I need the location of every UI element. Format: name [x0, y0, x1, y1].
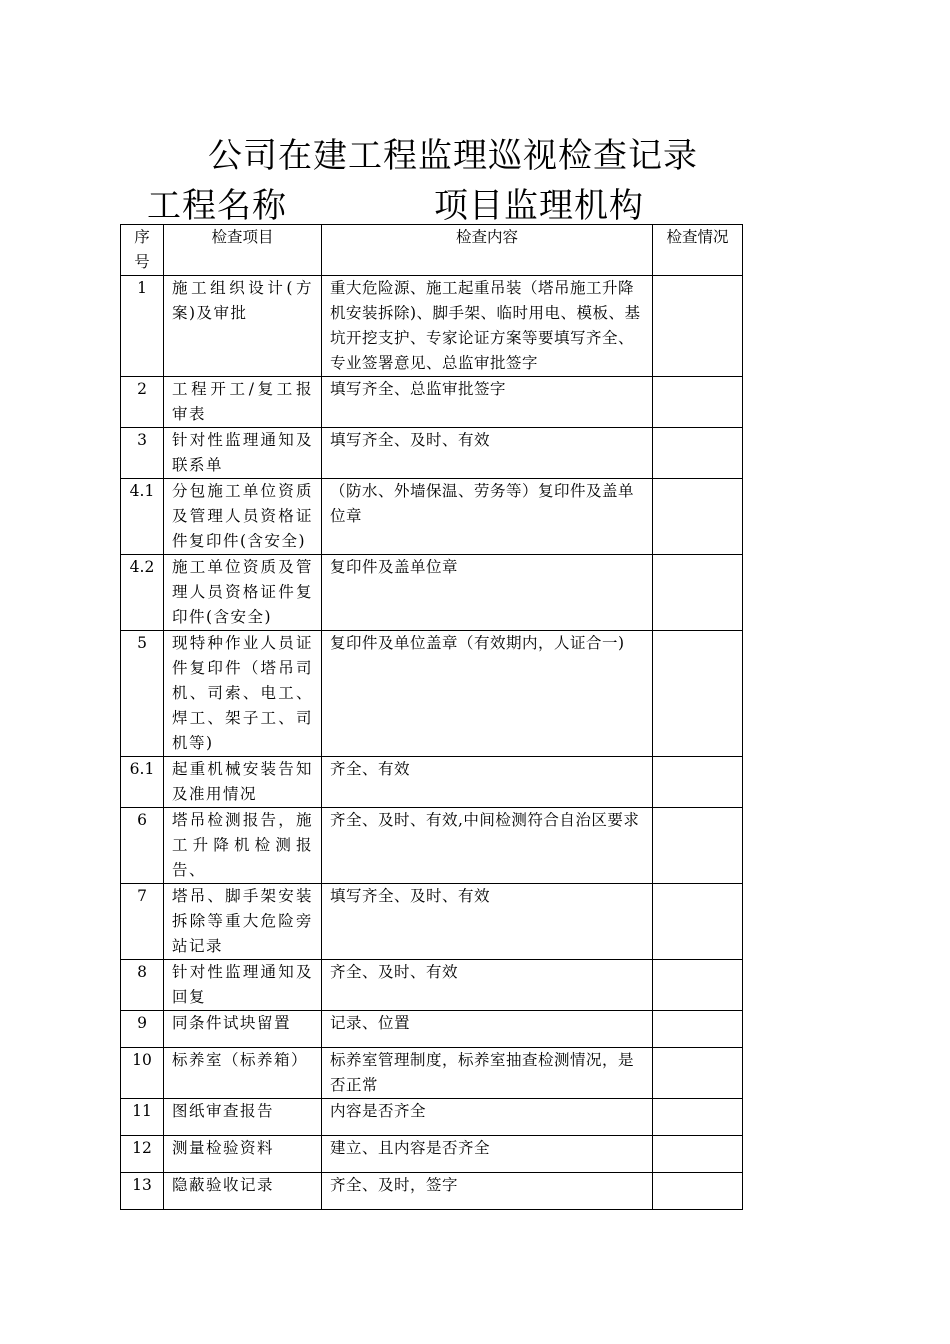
row-result: [653, 757, 743, 808]
table-row: [121, 884, 743, 960]
row-no: 6.1: [121, 757, 164, 808]
header-item: 检查项目: [164, 225, 322, 276]
row-result: [653, 377, 743, 428]
row-result: [653, 1011, 743, 1048]
row-no: 6: [121, 808, 164, 884]
row-item: 针对性监理通知及联系单: [164, 428, 322, 479]
row-item: 隐蔽验收记录: [164, 1173, 322, 1210]
row-item: 现特种作业人员证件复印件（塔吊司机、司索、电工、焊工、架子工、司机等): [164, 631, 322, 757]
row-content: 建立、且内容是否齐全: [322, 1136, 653, 1173]
row-item: 图纸审查报告: [164, 1099, 322, 1136]
row-content: 标养室管理制度，标养室抽查检测情况，是否正常: [322, 1048, 653, 1099]
row-result: [653, 1173, 743, 1210]
table-row: [121, 428, 743, 479]
row-content: 齐全、及时，签字: [322, 1173, 653, 1210]
row-content: 记录、位置: [322, 1011, 653, 1048]
row-content: 复印件及单位盖章（有效期内，人证合一): [322, 631, 653, 757]
row-content: 齐全、及时、有效: [322, 960, 653, 1011]
row-content: 内容是否齐全: [322, 1099, 653, 1136]
row-item: 分包施工单位资质及管理人员资格证件复印件(含安全): [164, 479, 322, 555]
row-item: 施工组织设计(方案)及审批: [164, 276, 322, 377]
row-result: [653, 428, 743, 479]
table-row: [121, 960, 743, 1011]
header-no: 序号: [121, 225, 164, 276]
row-no: 12: [121, 1136, 164, 1173]
row-item: 塔吊检测报告，施工升降机检测报告、: [164, 808, 322, 884]
row-content: 重大危险源、施工起重吊装（塔吊施工升降机安装拆除)、脚手架、临时用电、模板、基坑开挖支护、专家论证方案等要填写齐全、专业签署意见、总监审批签字: [322, 276, 653, 377]
table-row: [121, 1011, 743, 1048]
row-item: 起重机械安装告知及准用情况: [164, 757, 322, 808]
project-name-label: 工程名称: [147, 186, 287, 226]
supervision-org-label: 项目监理机构: [434, 186, 644, 226]
table-header-row: [121, 225, 743, 276]
header-result: 检查情况: [653, 225, 743, 276]
table-row: [121, 808, 743, 884]
table-row: [121, 1173, 743, 1210]
row-no: 3: [121, 428, 164, 479]
inspection-table: [120, 224, 743, 1210]
table-row: [121, 479, 743, 555]
row-item: 工程开工/复工报审表: [164, 377, 322, 428]
row-result: [653, 1048, 743, 1099]
table-row: [121, 1136, 743, 1173]
row-result: [653, 555, 743, 631]
row-item: 标养室（标养箱）: [164, 1048, 322, 1099]
row-result: [653, 1136, 743, 1173]
row-no: 2: [121, 377, 164, 428]
row-no: 4.2: [121, 555, 164, 631]
row-no: 4.1: [121, 479, 164, 555]
row-content: 填写齐全、及时、有效: [322, 884, 653, 960]
row-result: [653, 631, 743, 757]
row-item: 同条件试块留置: [164, 1011, 322, 1048]
row-result: [653, 479, 743, 555]
row-content: 填写齐全、及时、有效: [322, 428, 653, 479]
row-no: 11: [121, 1099, 164, 1136]
table-row: [121, 555, 743, 631]
row-result: [653, 884, 743, 960]
row-no: 1: [121, 276, 164, 377]
row-item: 针对性监理通知及回复: [164, 960, 322, 1011]
table-row: [121, 757, 743, 808]
row-item: 施工单位资质及管理人员资格证件复印件(含安全): [164, 555, 322, 631]
row-no: 13: [121, 1173, 164, 1210]
row-content: （防水、外墙保温、劳务等）复印件及盖单位章: [322, 479, 653, 555]
row-no: 10: [121, 1048, 164, 1099]
header-content: 检查内容: [322, 225, 653, 276]
page-title: 公司在建工程监理巡视检查记录: [208, 136, 698, 176]
table-row: [121, 1099, 743, 1136]
row-result: [653, 276, 743, 377]
row-no: 5: [121, 631, 164, 757]
row-content: 齐全、有效: [322, 757, 653, 808]
table-row: [121, 377, 743, 428]
row-item: 塔吊、脚手架安装拆除等重大危险旁站记录: [164, 884, 322, 960]
row-content: 齐全、及时、有效,中间检测符合自治区要求: [322, 808, 653, 884]
row-result: [653, 960, 743, 1011]
row-item: 测量检验资料: [164, 1136, 322, 1173]
row-content: 复印件及盖单位章: [322, 555, 653, 631]
row-result: [653, 808, 743, 884]
row-no: 9: [121, 1011, 164, 1048]
table-row: [121, 276, 743, 377]
row-content: 填写齐全、总监审批签字: [322, 377, 653, 428]
table-row: [121, 1048, 743, 1099]
row-result: [653, 1099, 743, 1136]
table-row: [121, 631, 743, 757]
row-no: 7: [121, 884, 164, 960]
row-no: 8: [121, 960, 164, 1011]
